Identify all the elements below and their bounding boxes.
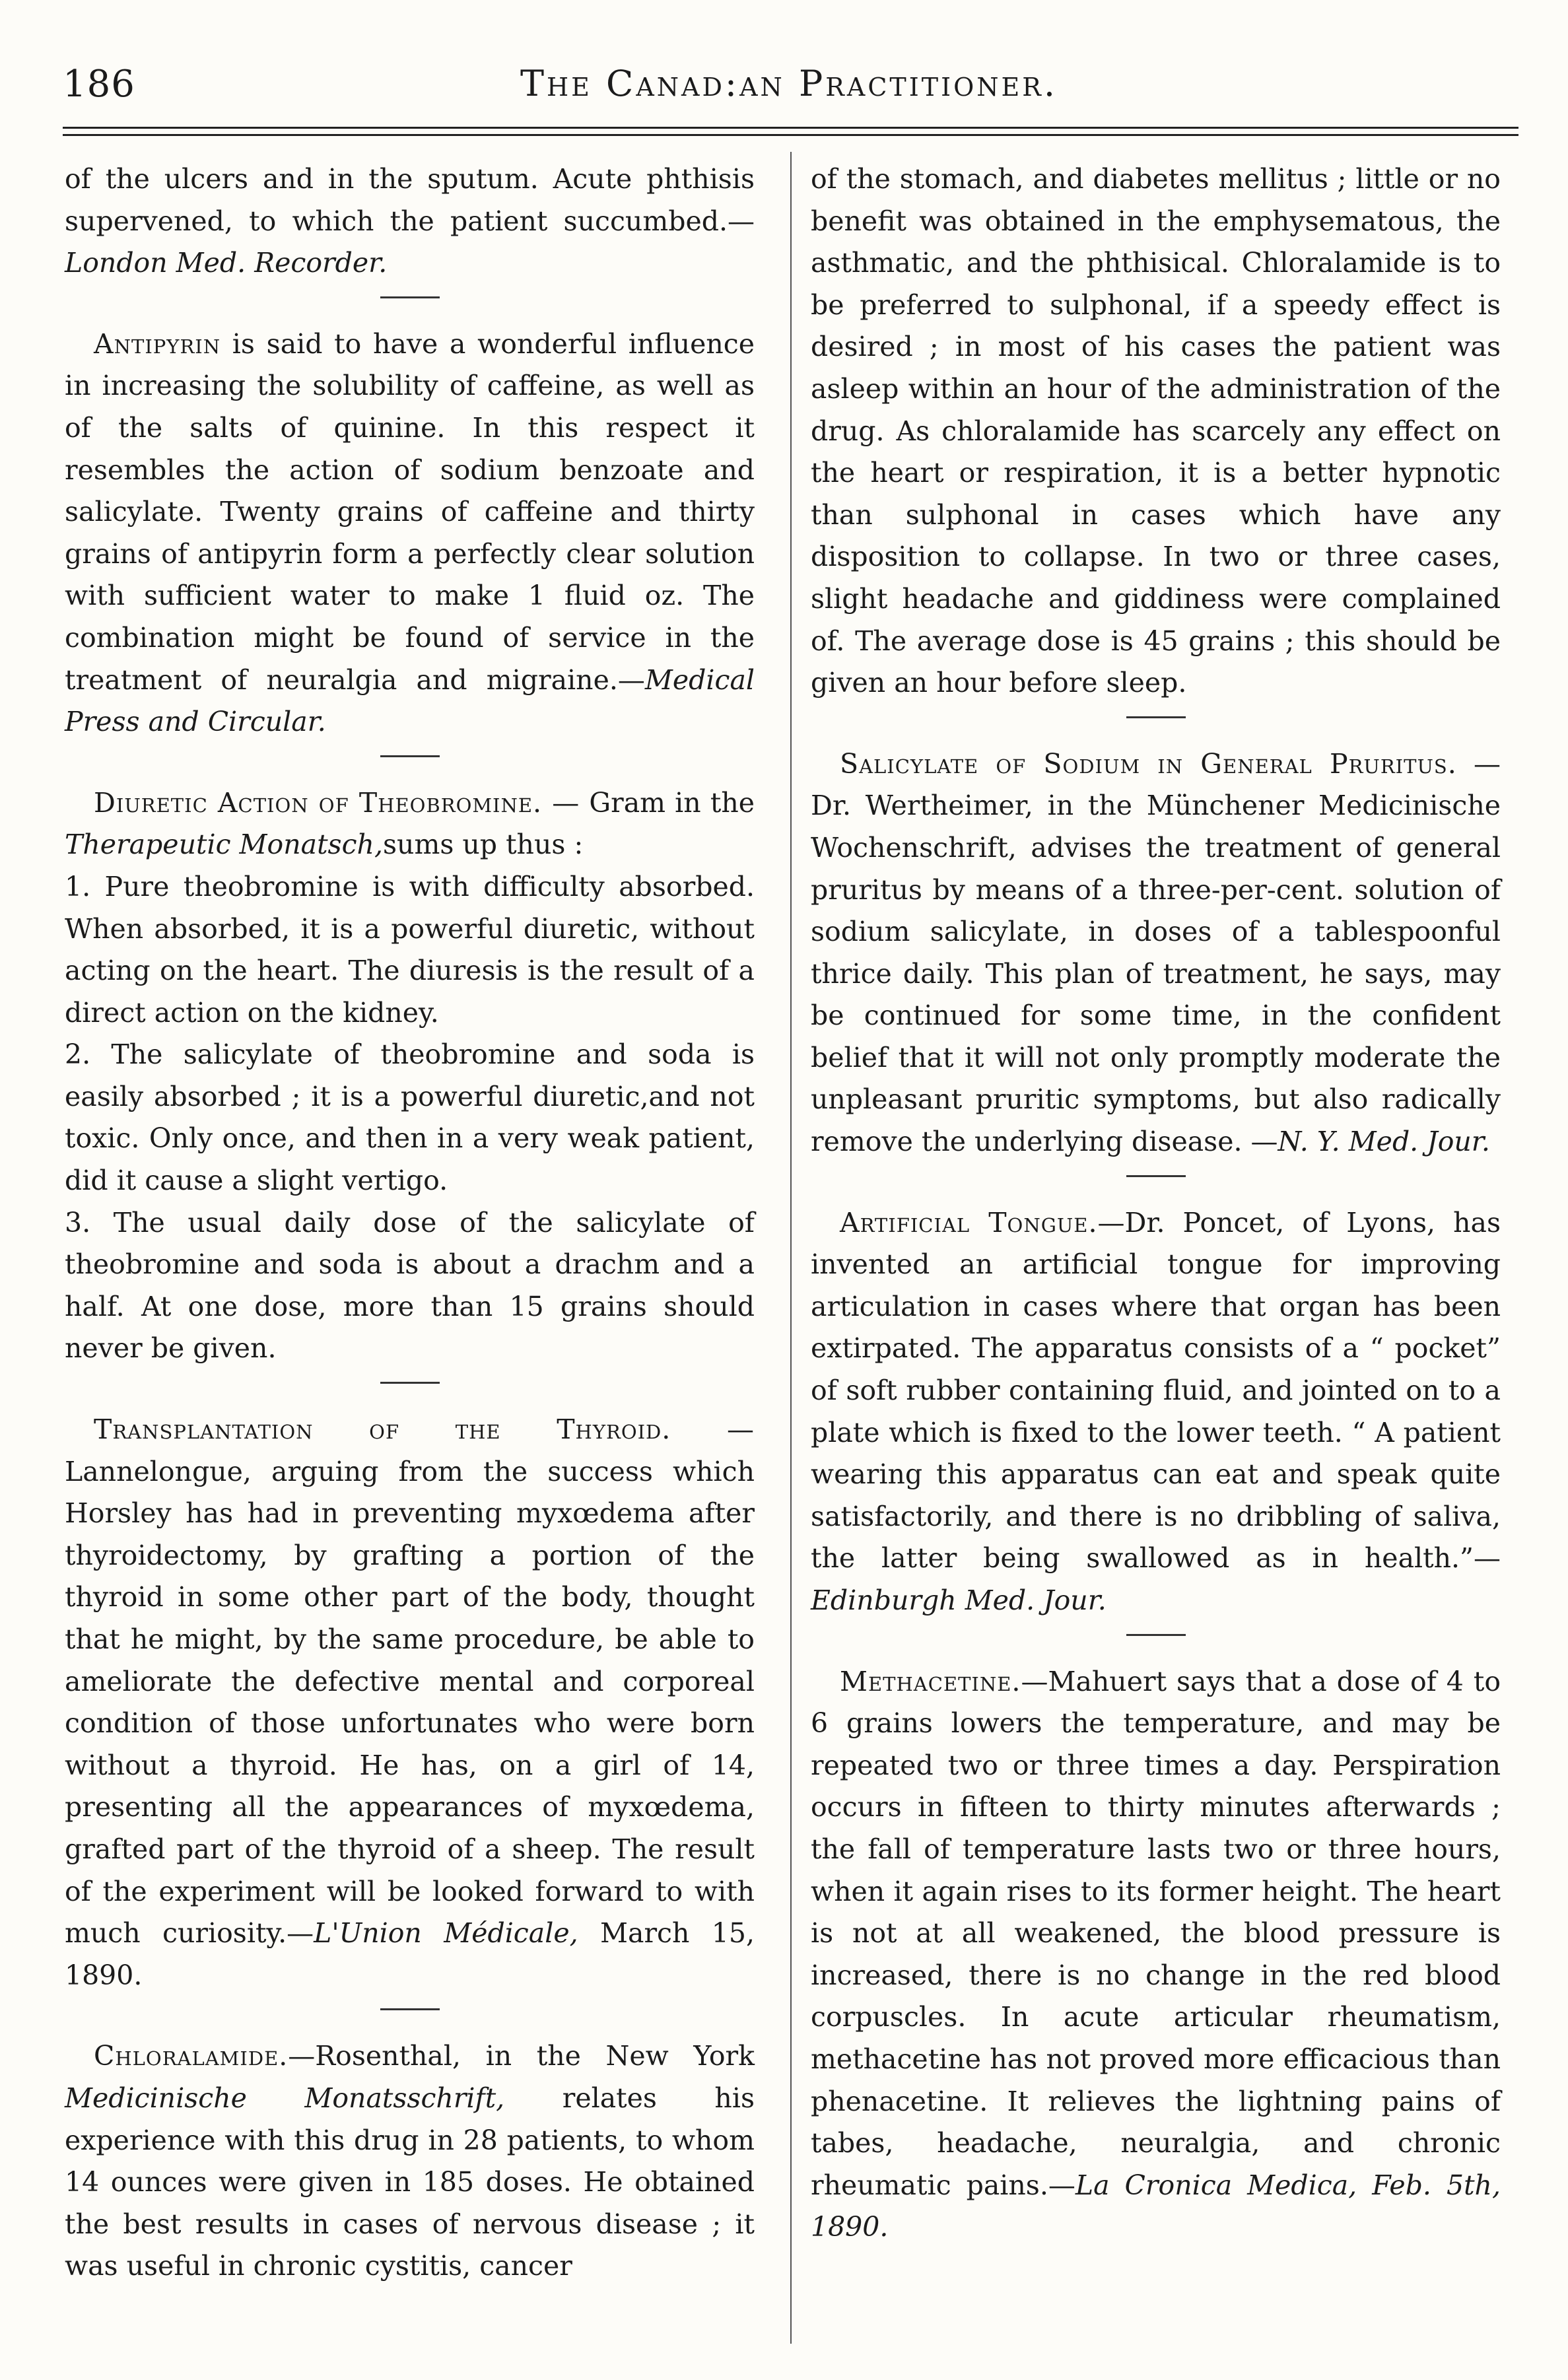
article-heading: Artificial Tongue. (840, 1206, 1098, 1239)
article-text: is said to have a wonderful influence in increasing the solubility of caffeine, as well as of the salts of quinine. In this respect it resembles the action of sodium benzoate and salicylate. Twenty grains of caffeine and thirty grains of antipyrin form a perfectly clear solution with sufficient water to make 1 fluid oz. The combination might be found of service in the treatment of neuralgia and migraine.— (65, 327, 755, 696)
article-source: N. Y. Med. Jour. (1278, 1126, 1490, 1158)
article-pruritus (811, 743, 1501, 1163)
section-separator (1126, 716, 1186, 718)
article-text: —Dr. Poncet, of Lyons, has invented an artificial tongue for improving articulation in cases where that organ has been extirpated. The apparatus consists of a “ pocket” of soft rubber containing fluid, and jointed on to a plate which is fixed to the lower teeth. “ A patient wearing this apparatus can eat and speak quite satisfactorily, and there is no dribbling of saliva, the latter being swallowed as in health.”— (811, 1206, 1501, 1575)
article-text: —Rosenthal, in the New York (288, 2040, 755, 2072)
article-antipyrin (65, 323, 755, 743)
header-rule-bottom (63, 134, 1518, 136)
article-source: Medical Press and Circular. (65, 663, 755, 738)
article-source: L'Union Médicale, (314, 1917, 578, 1950)
article-text: of the ulcers and in the sputum. Acute phthisis supervened, to which the patient succumbed.— (65, 163, 755, 237)
section-separator (380, 2008, 440, 2010)
running-title: The Canad:an Practitioner. (520, 63, 1058, 104)
article-methacetine (811, 1661, 1501, 2249)
section-separator (1126, 1634, 1186, 1636)
article-heading: Transplantation of the Thyroid. — (94, 1413, 755, 1446)
article-date: March 15, 1890. (65, 1917, 755, 1991)
article-continuation (65, 158, 755, 285)
journal-name: Therapeutic Monatsch, (65, 829, 383, 861)
numbered-item: 1. Pure theobromine is with difficulty absorbed. When absorbed, it is a powerful diuretic, without acting on the heart. The diuresis is the result of a direct action on the kidney. (65, 870, 755, 1029)
section-separator (380, 1382, 440, 1384)
article-heading: Salicylate of Sodium in General Pruritus. (840, 747, 1457, 780)
article-text: sums up thus : (383, 829, 584, 861)
article-text: — Dr. Wertheimer, in the Münchener Medicinische Wochenschrift, advises the treatment of general pruritus by means of a three-per-cent. solution of sodium salicylate, in doses of a tablespoonful thrice daily. This plan of treatment, he says, may be continued for some time, in the confident belief that it will not only promptly moderate the unpleasant pruritic symptoms, but also radically remove the underlying disease. — (811, 747, 1501, 1158)
page-header (63, 63, 1515, 109)
column-divider (790, 152, 792, 2344)
article-heading: Diuretic Action of Theobromine. — (94, 786, 580, 819)
journal-name: Medicinische Monatsschrift, (65, 2082, 505, 2114)
header-rule-top (63, 127, 1518, 129)
article-text: relates his experience with this drug in 28 patients, to whom 14 ounces were given in 185 doses. He obtained the best results in cases of nervous disease ; it was useful in chronic cystitis, cancer (65, 2082, 755, 2282)
article-chloralamide-continued: of the stomach, and diabetes mellitus ; little or no benefit was obtained in the emphysematous, the asthmatic, and the phthisical. Chloralamide is to be preferred to sulphonal, if a speedy effect is desired ; in most of his cases the patient was asleep within an hour of the administration of the drug. As chloralamide has scarcely any effect on the heart or respiration, it is a better hypnotic than sulphonal in cases which have any disposition to collapse. In two or three cases, slight headache and giddiness were complained of. The average dose is 45 grains ; this should be given an hour before sleep. (811, 163, 1501, 699)
article-intro (65, 782, 755, 866)
article-diuretic (65, 782, 755, 1370)
article-thyroid (65, 1409, 755, 1996)
article-text: Lannelongue, arguing from the success which Horsley has had in preventing myxœdema after thyroidectomy, by grafting a portion of the thyroid in some other part of the body, thought that he might, by the same procedure, be able to ameliorate the defective mental and corporeal condition of those unfortunates who were born without a thyroid. He has, on a girl of 14, presenting all the appearances of myxœdema, grafted part of the thyroid of a sheep. The result of the experiment will be looked forward to with much curiosity.— (65, 1455, 755, 1950)
article-source: Edinburgh Med. Jour. (811, 1584, 1107, 1616)
article-artificial-tongue (811, 1202, 1501, 1622)
article-heading: Methacetine. (840, 1665, 1021, 1697)
article-source: London Med. Recorder. (65, 247, 388, 279)
section-separator (380, 296, 440, 298)
article-text: —Mahuert says that a dose of 4 to 6 grains lowers the temperature, and may be repeated two or three times a day. Perspiration occurs in fifteen to thirty minutes afterwards ; the fall of temperature lasts two or three hours, when it again rises to its former height. The heart is not at all weakened, the blood pressure is increased, there is no change in the red blood corpuscles. In acute articular rheumatism, methacetine has not proved more efficacious than phenacetine. It relieves the lightning pains of tabes, headache, neuralgia, and chronic rheumatic pains.— (811, 1665, 1501, 2201)
page-number: 186 (63, 63, 135, 106)
numbered-item: 2. The salicylate of theobromine and soda is easily absorbed ; it is a powerful diuretic,and not toxic. Only once, and then in a very weak patient, did it cause a slight vertigo. (65, 1038, 755, 1197)
right-column (811, 158, 1501, 2337)
numbered-item: 3. The usual daily dose of the salicylate of theobromine and soda is about a drachm and a half. At one dose, more than 15 grains should never be given. (65, 1206, 755, 1365)
section-separator (1126, 1175, 1186, 1177)
left-column (65, 158, 755, 2337)
article-heading: Antipyrin (94, 327, 221, 360)
article-text: Gram in the (580, 786, 755, 819)
article-source: La Cronica Medica, Feb. 5th, 1890. (811, 2169, 1501, 2243)
article-heading: Chloralamide. (94, 2040, 289, 2072)
article-chloralamide (65, 2035, 755, 2288)
section-separator (380, 755, 440, 757)
